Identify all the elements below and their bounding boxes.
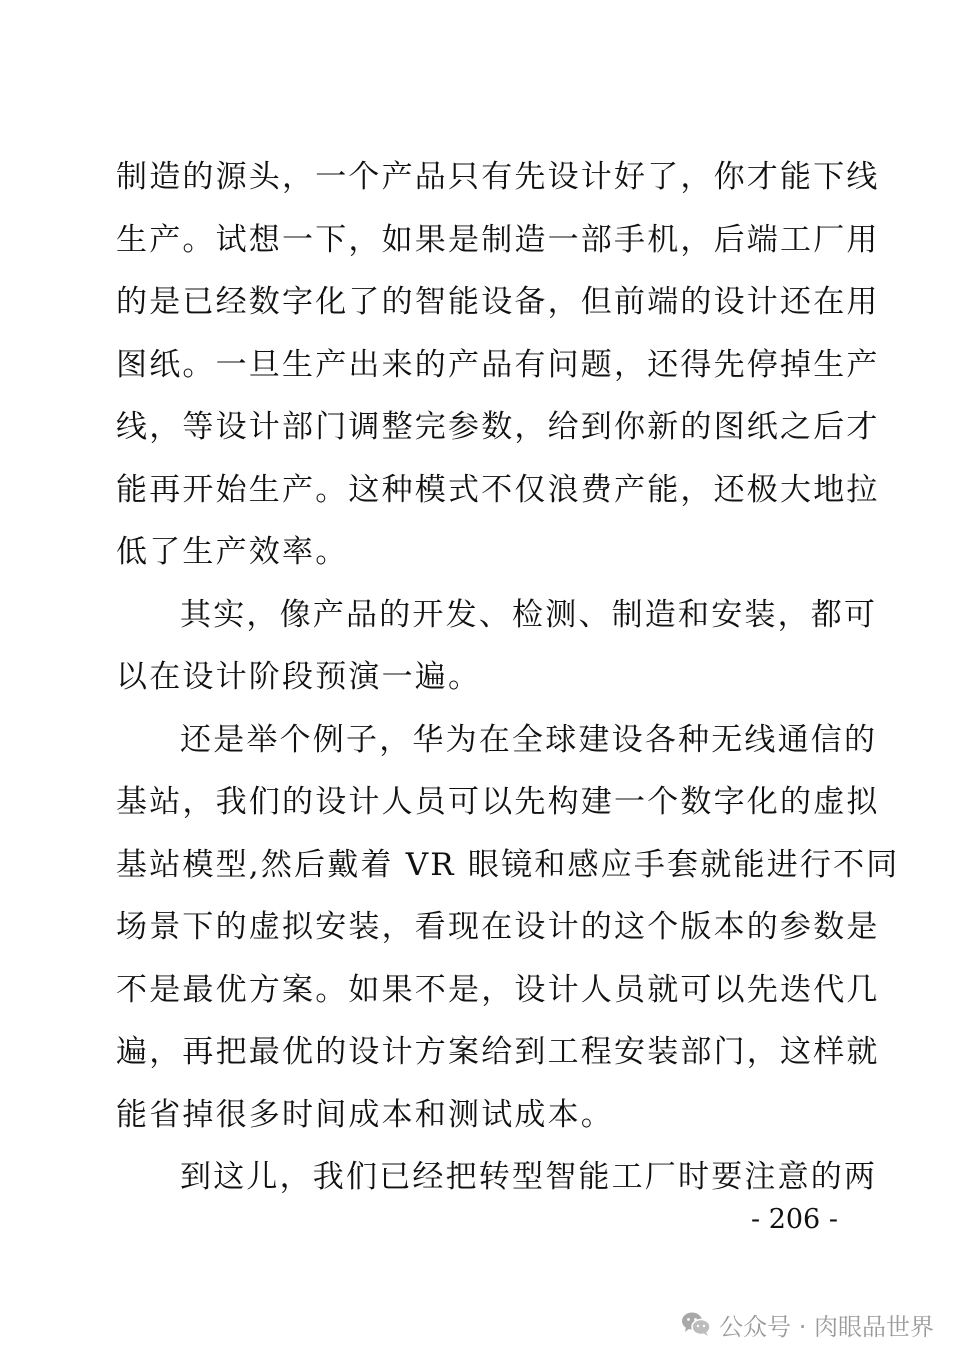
text-line: 生产。试想一下，如果是制造一部手机，后端工厂用 (116, 221, 880, 258)
text-line: 遍，再把最优的设计方案给到工程安装部门，这样就 (116, 1034, 880, 1070)
watermark (681, 1304, 934, 1344)
text-line: 不是最优方案。如果不是，设计人员就可以先迭代几 (116, 971, 880, 1008)
text-line: 能省掉很多时间成本和测试成本。 (116, 1096, 614, 1133)
text-line: 以在设计阶段预演一遍。 (116, 659, 482, 695)
text-line: 图纸。一旦生产出来的产品有问题，还得先停掉生产 (116, 346, 880, 383)
body-text (116, 146, 900, 1209)
text-line: 基站，我们的设计人员可以先构建一个数字化的虚拟 (116, 784, 880, 820)
text-line: 能再开始生产。这种模式不仅浪费产能，还极大地拉 (116, 471, 880, 508)
text-line: 还是举个例子，华为在全球建设各种无线通信的 (180, 721, 878, 758)
text-line: 线，等设计部门调整完参数，给到你新的图纸之后才 (116, 409, 880, 445)
text-line: 的是已经数字化了的智能设备，但前端的设计还在用 (116, 284, 880, 320)
page-number: - 206 - (751, 1204, 838, 1235)
wechat-icon (681, 1311, 711, 1337)
text-line: 制造的源头，一个产品只有先设计好了，你才能下线 (116, 159, 880, 195)
text-line: 基站模型,然后戴着 VR 眼镜和感应手套就能进行不同 (116, 846, 900, 883)
text-line: 到这儿，我们已经把转型智能工厂时要注意的两 (180, 1159, 878, 1195)
text-line: 场景下的虚拟安装，看现在设计的这个版本的参数是 (116, 909, 880, 945)
text-line: 低了生产效率。 (116, 534, 349, 570)
watermark-text: 公众号 · 肉眼品世界 (719, 1312, 934, 1341)
text-line: 其实，像产品的开发、检测、制造和安装，都可 (180, 596, 878, 633)
